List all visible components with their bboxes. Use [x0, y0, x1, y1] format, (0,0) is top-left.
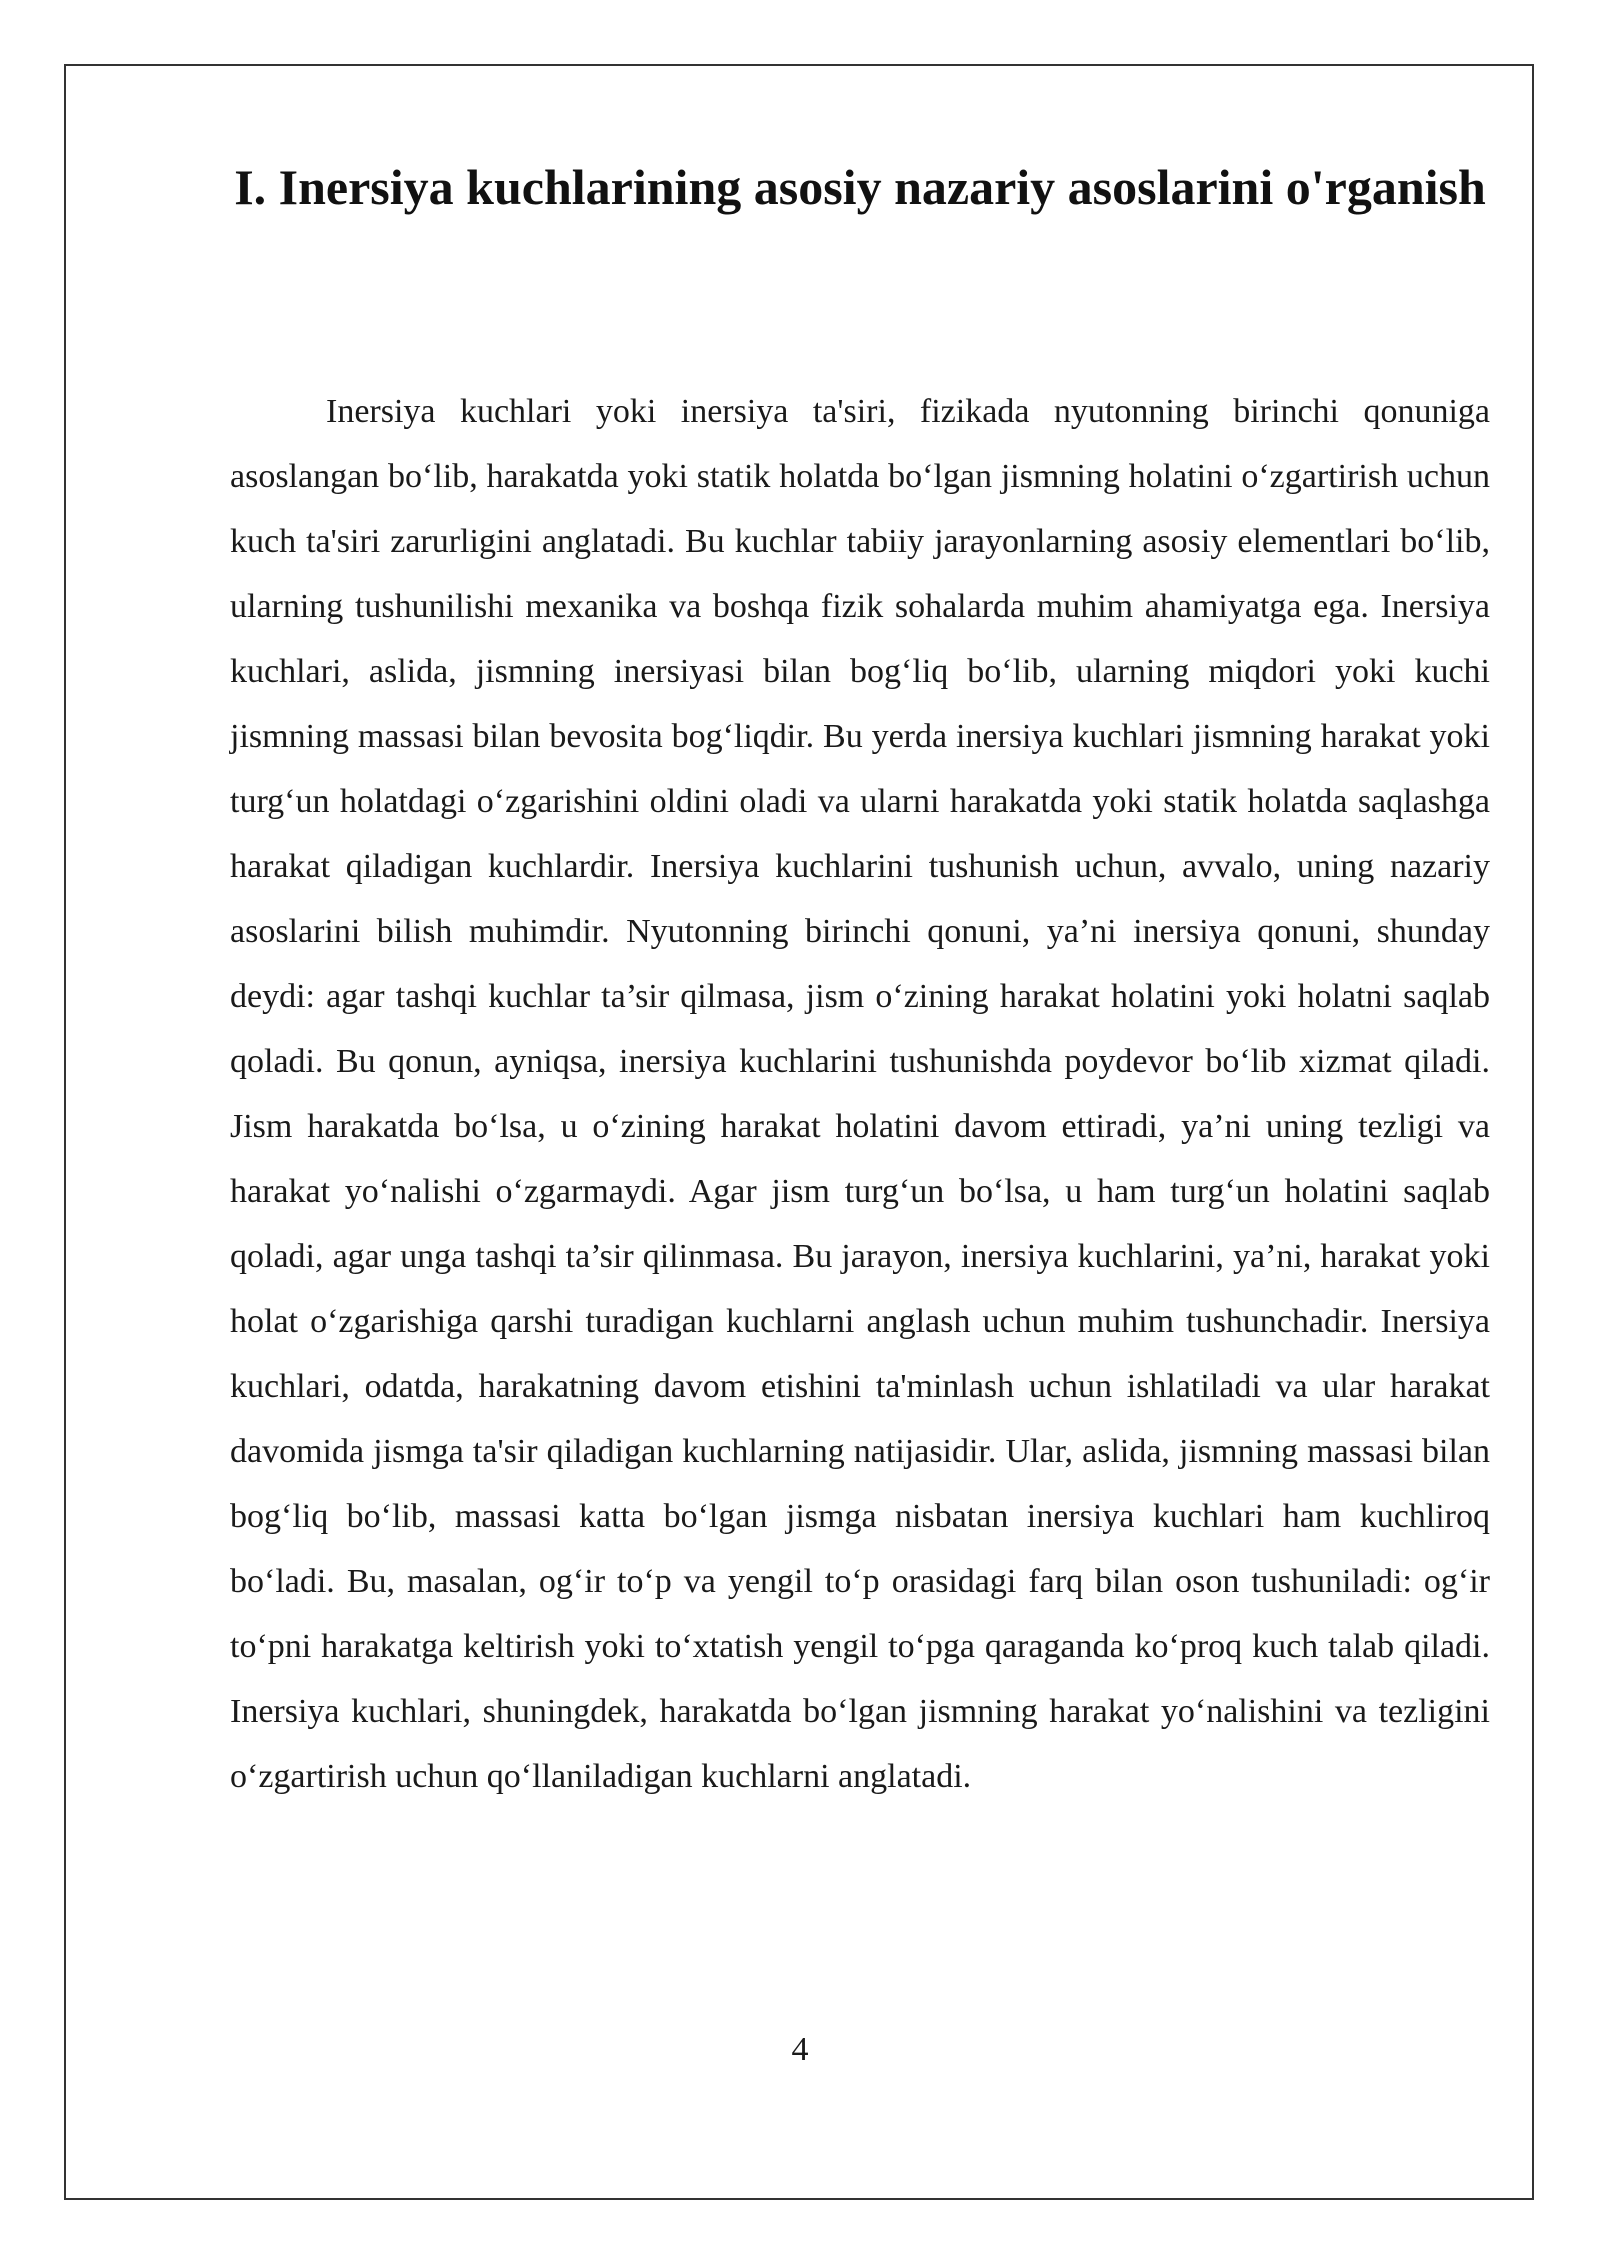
page-title: I. Inersiya kuchlarining asosiy nazariy asoslarini o'rganish	[234, 159, 1486, 215]
paragraph-text: Inersiya kuchlari yoki inersiya ta'siri, fizikada nyutonning birinchi qonuniga asoslangan boʻlib, harakatda yoki statik holatda boʻlgan jismning holatini oʻzgartirish uchun kuch ta'siri zarurligini anglatadi. Bu kuchlar tabiiy jarayonlarning asosiy elementlari boʻlib, ularning tushunilishi mexanika va boshqa fizik sohalarda muhim ahamiyatga ega. Inersiya kuchlari, aslida, jismning inersiyasi bilan bogʻliq boʻlib, ularning miqdori yoki kuchi jismning massasi bilan bevosita bogʻliqdir. Bu yerda inersiya kuchlari jismning harakat yoki turgʻun holatdagi oʻzgarishini oldini oladi va ularni harakatda yoki statik holatda saqlashga harakat qiladigan kuchlardir. Inersiya kuchlarini tushunish uchun, avvalo, uning nazariy asoslarini bilish muhimdir. Nyutonning birinchi qonuni, ya’ni inersiya qonuni, shunday deydi: agar tashqi kuchlar ta’sir qilmasa, jism oʻzining harakat holatini yoki holatni saqlab qoladi. Bu qonun, ayniqsa, inersiya kuchlarini tushunishda poydevor boʻlib xizmat qiladi. Jism harakatda boʻlsa, u oʻzining harakat holatini davom ettiradi, ya’ni uning tezligi va harakat yoʻnalishi oʻzgarmaydi. Agar jism turgʻun boʻlsa, u ham turgʻun holatini saqlab qoladi, agar unga tashqi ta’sir qilinmasa. Bu jarayon, inersiya kuchlarini, ya’ni, harakat yoki holat oʻzgarishiga qarshi turadigan kuchlarni anglash uchun muhim tushunchadir. Inersiya kuchlari, odatda, harakatning davom etishini ta'minlash uchun ishlatiladi va ular harakat davomida jismga ta'sir qiladigan kuchlarning natijasidir. Ular, aslida, jismning massasi bilan bogʻliq boʻlib, massasi katta boʻlgan jismga nisbatan inersiya kuchlari ham kuchliroq boʻladi. Bu, masalan, ogʻir toʻp va yengil toʻp orasidagi farq bilan oson tushuniladi: ogʻir toʻpni harakatga keltirish yoki toʻxtatish yengil toʻpga qaraganda koʻproq kuch talab qiladi. Inersiya kuchlari, shuningdek, harakatda boʻlgan jismning harakat yoʻnalishini va tezligini oʻzgartirish uchun qoʻllaniladigan kuchlarni anglatadi.	[230, 393, 1490, 1795]
body-paragraph	[230, 379, 1490, 1809]
page-number: 4	[791, 2031, 809, 2068]
